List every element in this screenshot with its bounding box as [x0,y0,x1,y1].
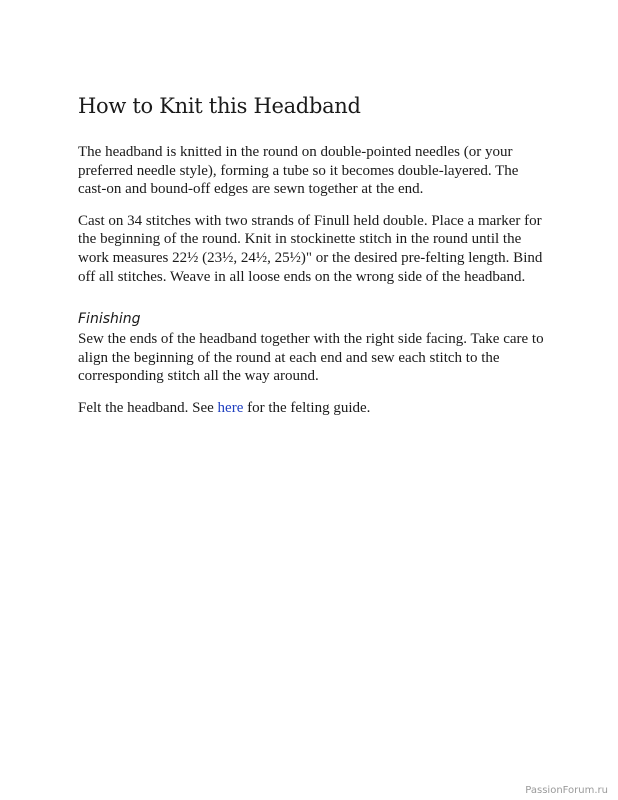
finishing-paragraph: Sew the ends of the headband together with the right side facing. Take care to align the beginning of the round at each end and sew each stitch to the corresponding stitch all the way around. [78,331,544,385]
watermark: PassionForum.ru [525,785,608,796]
felting-text-prefix: Felt the headband. See [78,399,218,416]
finishing-heading: Finishing [78,311,141,328]
page-title: How to Knit this Headband [78,94,361,118]
intro-paragraph: The headband is knitted in the round on double-pointed needles (or your preferred needle style), forming a tube so it becomes double-layered. The cast-on and bound-off edges are sewn together at the end. [78,144,519,198]
felting-paragraph [78,399,548,418]
felting-text-suffix: for the felting guide. [243,399,371,416]
felting-guide-link[interactable]: here [217,399,244,416]
document-page [78,94,548,431]
instructions-paragraph: Cast on 34 stitches with two strands of Finull held double. Place a marker for the beginning of the round. Knit in stockinette stitch in the round until the work measures 22½ (23½, 24½, 25½)" or the desired pre-felting length. Bind off all stitches. Weave in all loose ends on the wrong side of the headband. [78,212,543,285]
